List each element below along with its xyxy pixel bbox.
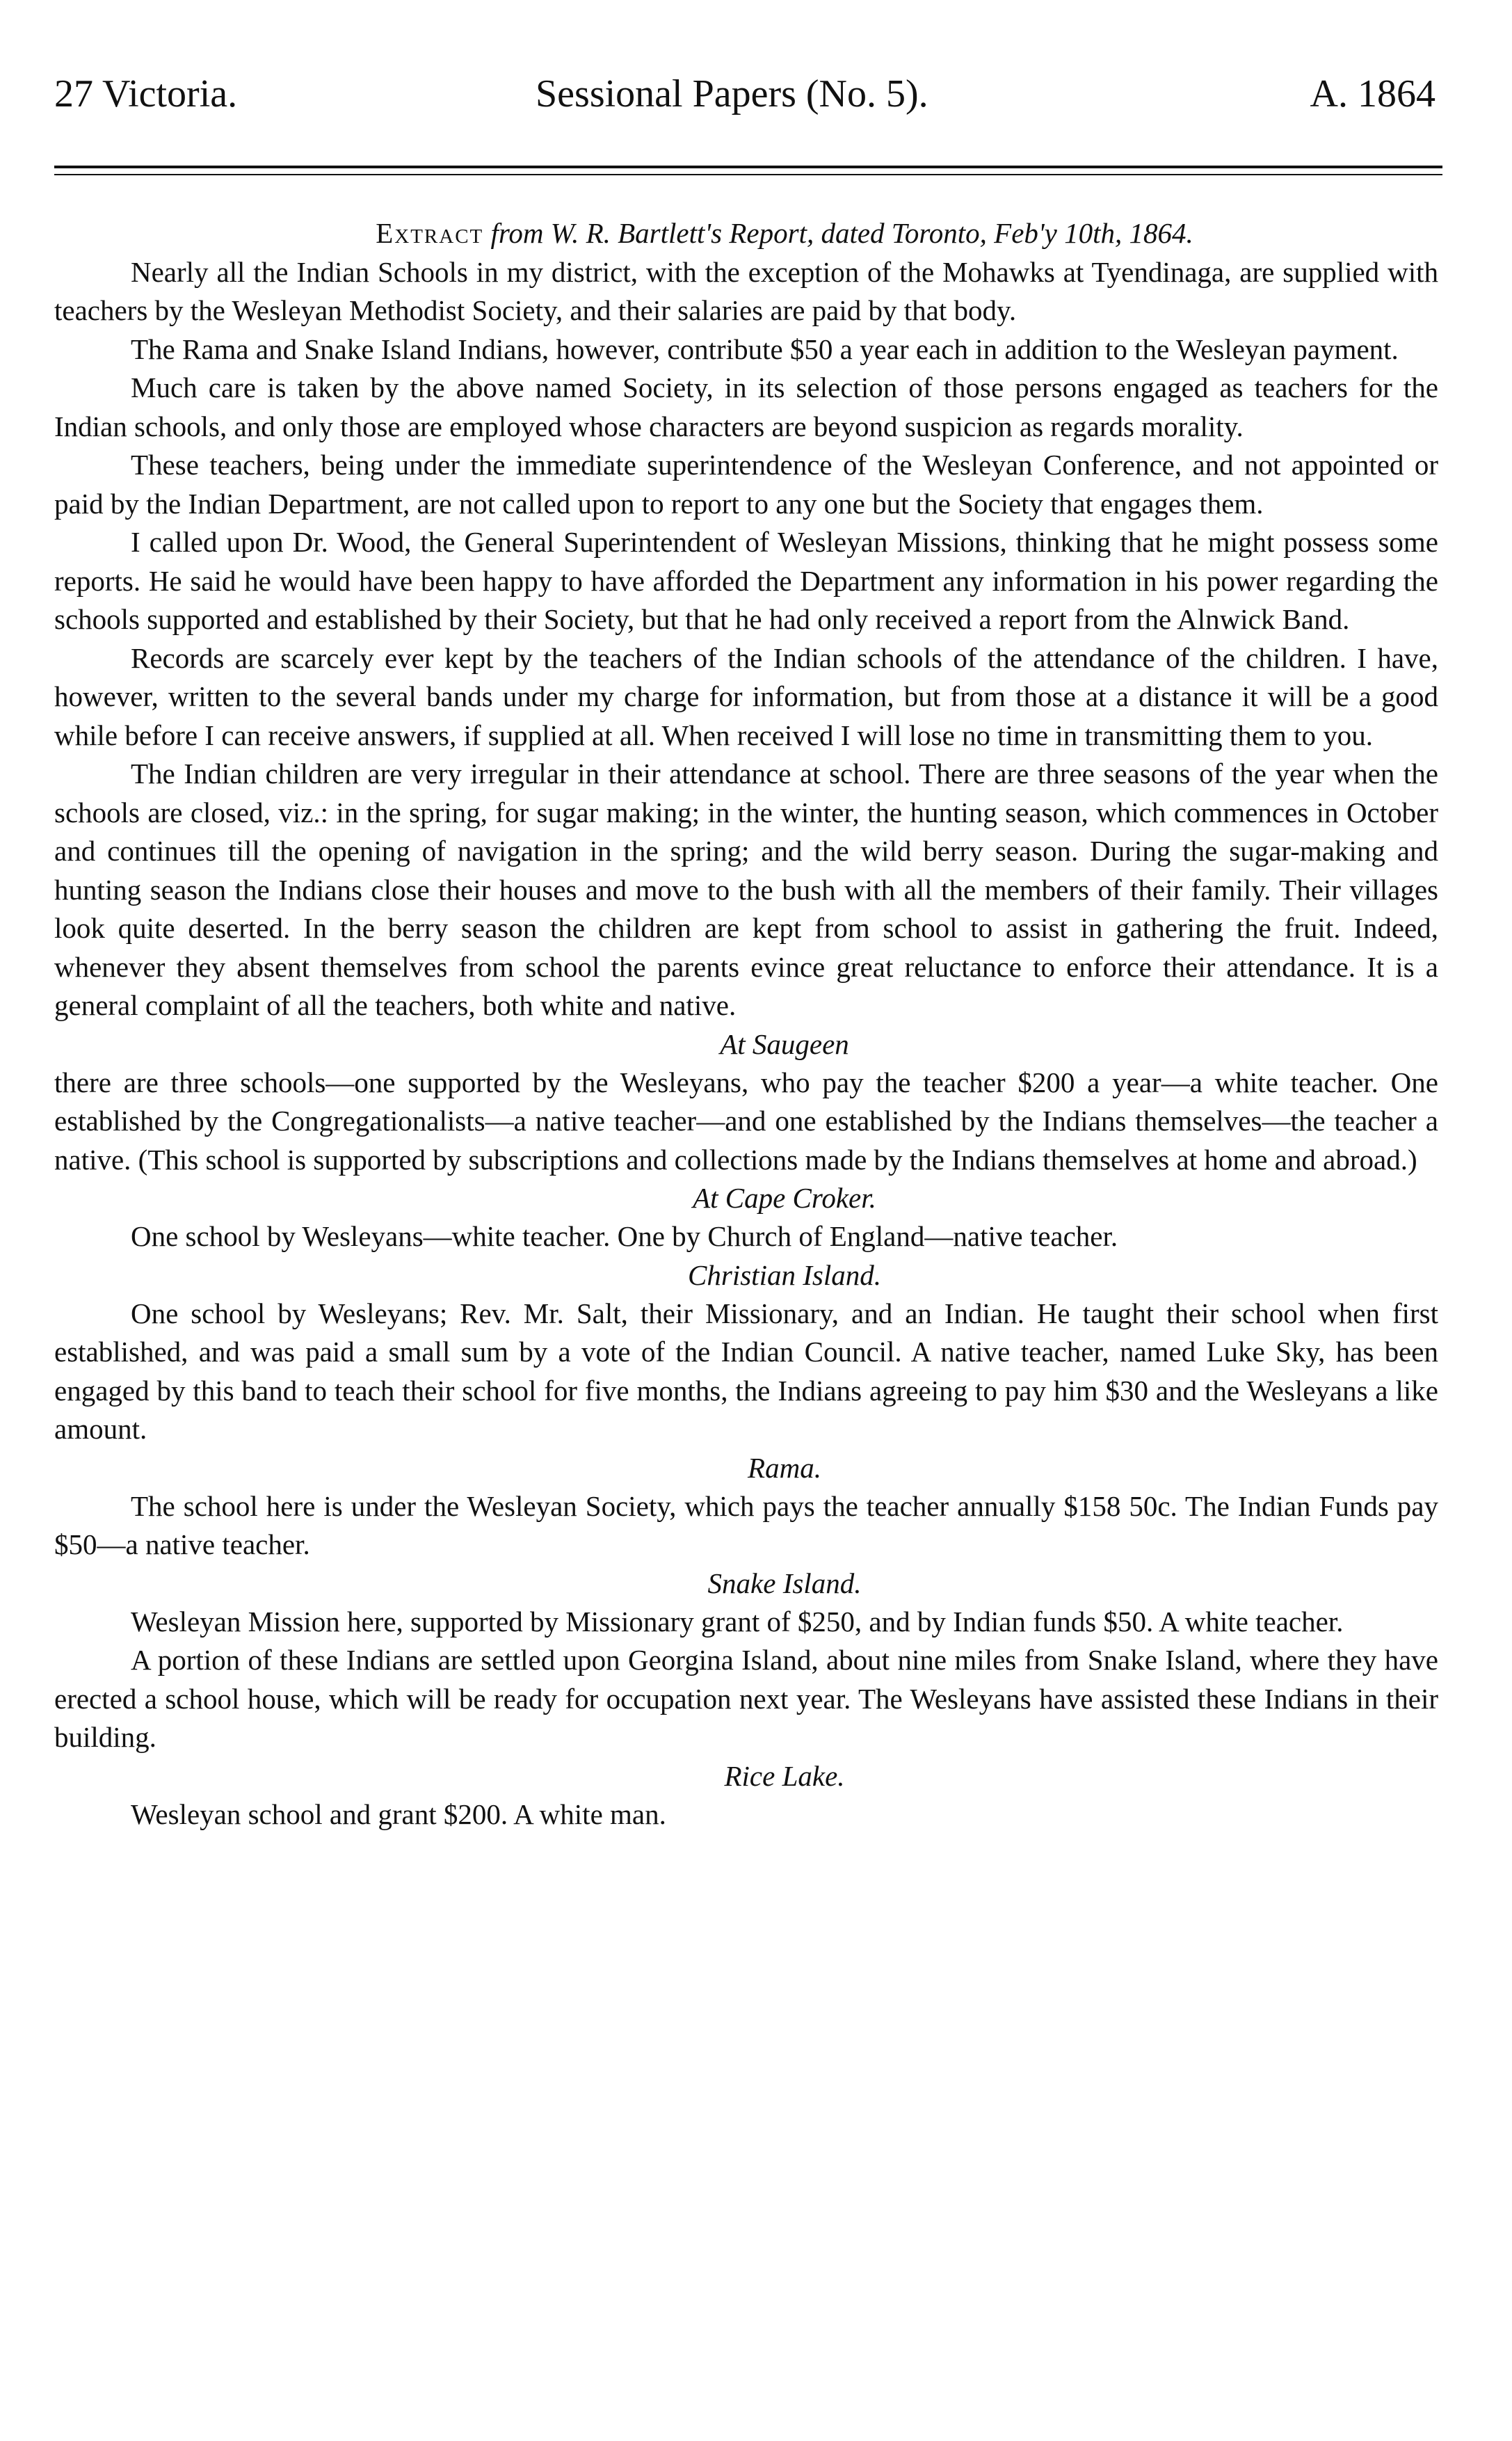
section-christian-island-text: One school by Wesleyans; Rev. Mr. Salt, their Missionary, and an Indian. He taught their school when first established, and was paid a small sum by a vote of the Indian Council. A native teacher, named Luke Sky, has been engaged by this band to teach their school for five months, the Indians agreeing to pay him $30 and the Wesleyans a like amount. bbox=[54, 1297, 1438, 1445]
paragraph-3: Much care is taken by the above named Society, in its selection of those persons engaged as teachers for the Indian schools, and only those are employed whose characters are beyond suspicion as regards morality. bbox=[54, 371, 1438, 442]
paragraph-4: These teachers, being under the immediate superintendence of the Wesleyan Conference, and not appointed or paid by the Indian Department, are not called upon to report to any one but the Society that engages them. bbox=[54, 449, 1438, 520]
section-saugeen-text: there are three schools—one supported by the Wesleyans, who pay the teacher $200 a year—a white teacher. One established by the Congregationalists—a native teacher—and one established by the Indians themselves—the teacher a native. (This school is supported by subscriptions and collections made by the Indians themselves at home and abroad.) bbox=[54, 1066, 1438, 1176]
section-heading-rama: Rama. bbox=[748, 1451, 821, 1484]
header-volume: 27 Victoria. bbox=[54, 72, 238, 115]
document-body bbox=[54, 214, 1442, 1834]
section-snake-island-text-2: A portion of these Indians are settled upon Georgina Island, about nine miles from Snake Island, where they have erected a school house, which will be ready for occupation next year. The Wesleyans have assisted these Indians in their building. bbox=[54, 1644, 1438, 1753]
paragraph-7: The Indian children are very irregular in their attendance at school. There are three seasons of the year when the schools are closed, viz.: in the spring, for sugar making; in the winter, the hunting season, which commences in October and continues till the opening of navigation in the spring; and the wild berry season. During the sugar-making and hunting season the Indians close their houses and move to the bush with all the members of their family. Their villages look quite deserted. In the berry season the children are kept from school to assist in gathering the fruit. Indeed, whenever they absent themselves from school the parents evince great reluctance to enforce their attendance. It is a general complaint of all the teachers, both white and native. bbox=[54, 758, 1438, 1021]
header-title: Sessional Papers (No. 5). bbox=[536, 72, 928, 115]
section-snake-island-text: Wesleyan Mission here, supported by Missionary grant of $250, and by Indian funds $50. A white teacher. bbox=[131, 1605, 1344, 1638]
paragraph-6: Records are scarcely ever kept by the teachers of the Indian schools of the attendance of the children. I have, however, written to the several bands under my charge for information, but from those at a distance it will be a good while before I can receive answers, if supplied at all. When received I will lose no time in transmitting them to you. bbox=[54, 641, 1438, 751]
section-rama-text: The school here is under the Wesleyan Society, which pays the teacher annually $158 50c. The Indian Funds pay $50—a native teacher. bbox=[54, 1489, 1438, 1560]
extract-label: Extract bbox=[376, 217, 484, 249]
running-header bbox=[54, 70, 1442, 120]
extract-heading bbox=[54, 214, 1438, 253]
paragraph-1: Nearly all the Indian Schools in my district, with the exception of the Mohawks at Tyendinaga, are supplied with teachers by the Wesleyan Methodist Society, and their salaries are paid by that body. bbox=[54, 255, 1438, 326]
extract-source: from W. R. Bartlett's Report, dated Toronto, Feb'y 10th, 1864. bbox=[490, 217, 1193, 249]
section-rice-lake-text: Wesleyan school and grant $200. A white man. bbox=[131, 1798, 666, 1830]
header-year: A. 1864 bbox=[1310, 72, 1435, 115]
section-cape-croker-text: One school by Wesleyans—white teacher. One by Church of England—native teacher. bbox=[131, 1220, 1118, 1252]
section-heading-cape-croker: At Cape Croker. bbox=[693, 1182, 876, 1214]
header-double-rule bbox=[54, 166, 1442, 175]
section-heading-saugeen: At Saugeen bbox=[720, 1027, 849, 1060]
section-heading-rice-lake: Rice Lake. bbox=[724, 1759, 845, 1792]
paragraph-2: The Rama and Snake Island Indians, however, contribute $50 a year each in addition to the Wesleyan payment. bbox=[131, 333, 1399, 365]
section-heading-christian-island: Christian Island. bbox=[688, 1258, 881, 1291]
paragraph-5: I called upon Dr. Wood, the General Superintendent of Wesleyan Missions, thinking that he might possess some reports. He said he would have been happy to have afforded the Department any information in his power regarding the schools supported and established by their Society, but that he had only received a report from the Alnwick Band. bbox=[54, 526, 1438, 635]
section-heading-snake-island: Snake Island. bbox=[707, 1567, 862, 1599]
